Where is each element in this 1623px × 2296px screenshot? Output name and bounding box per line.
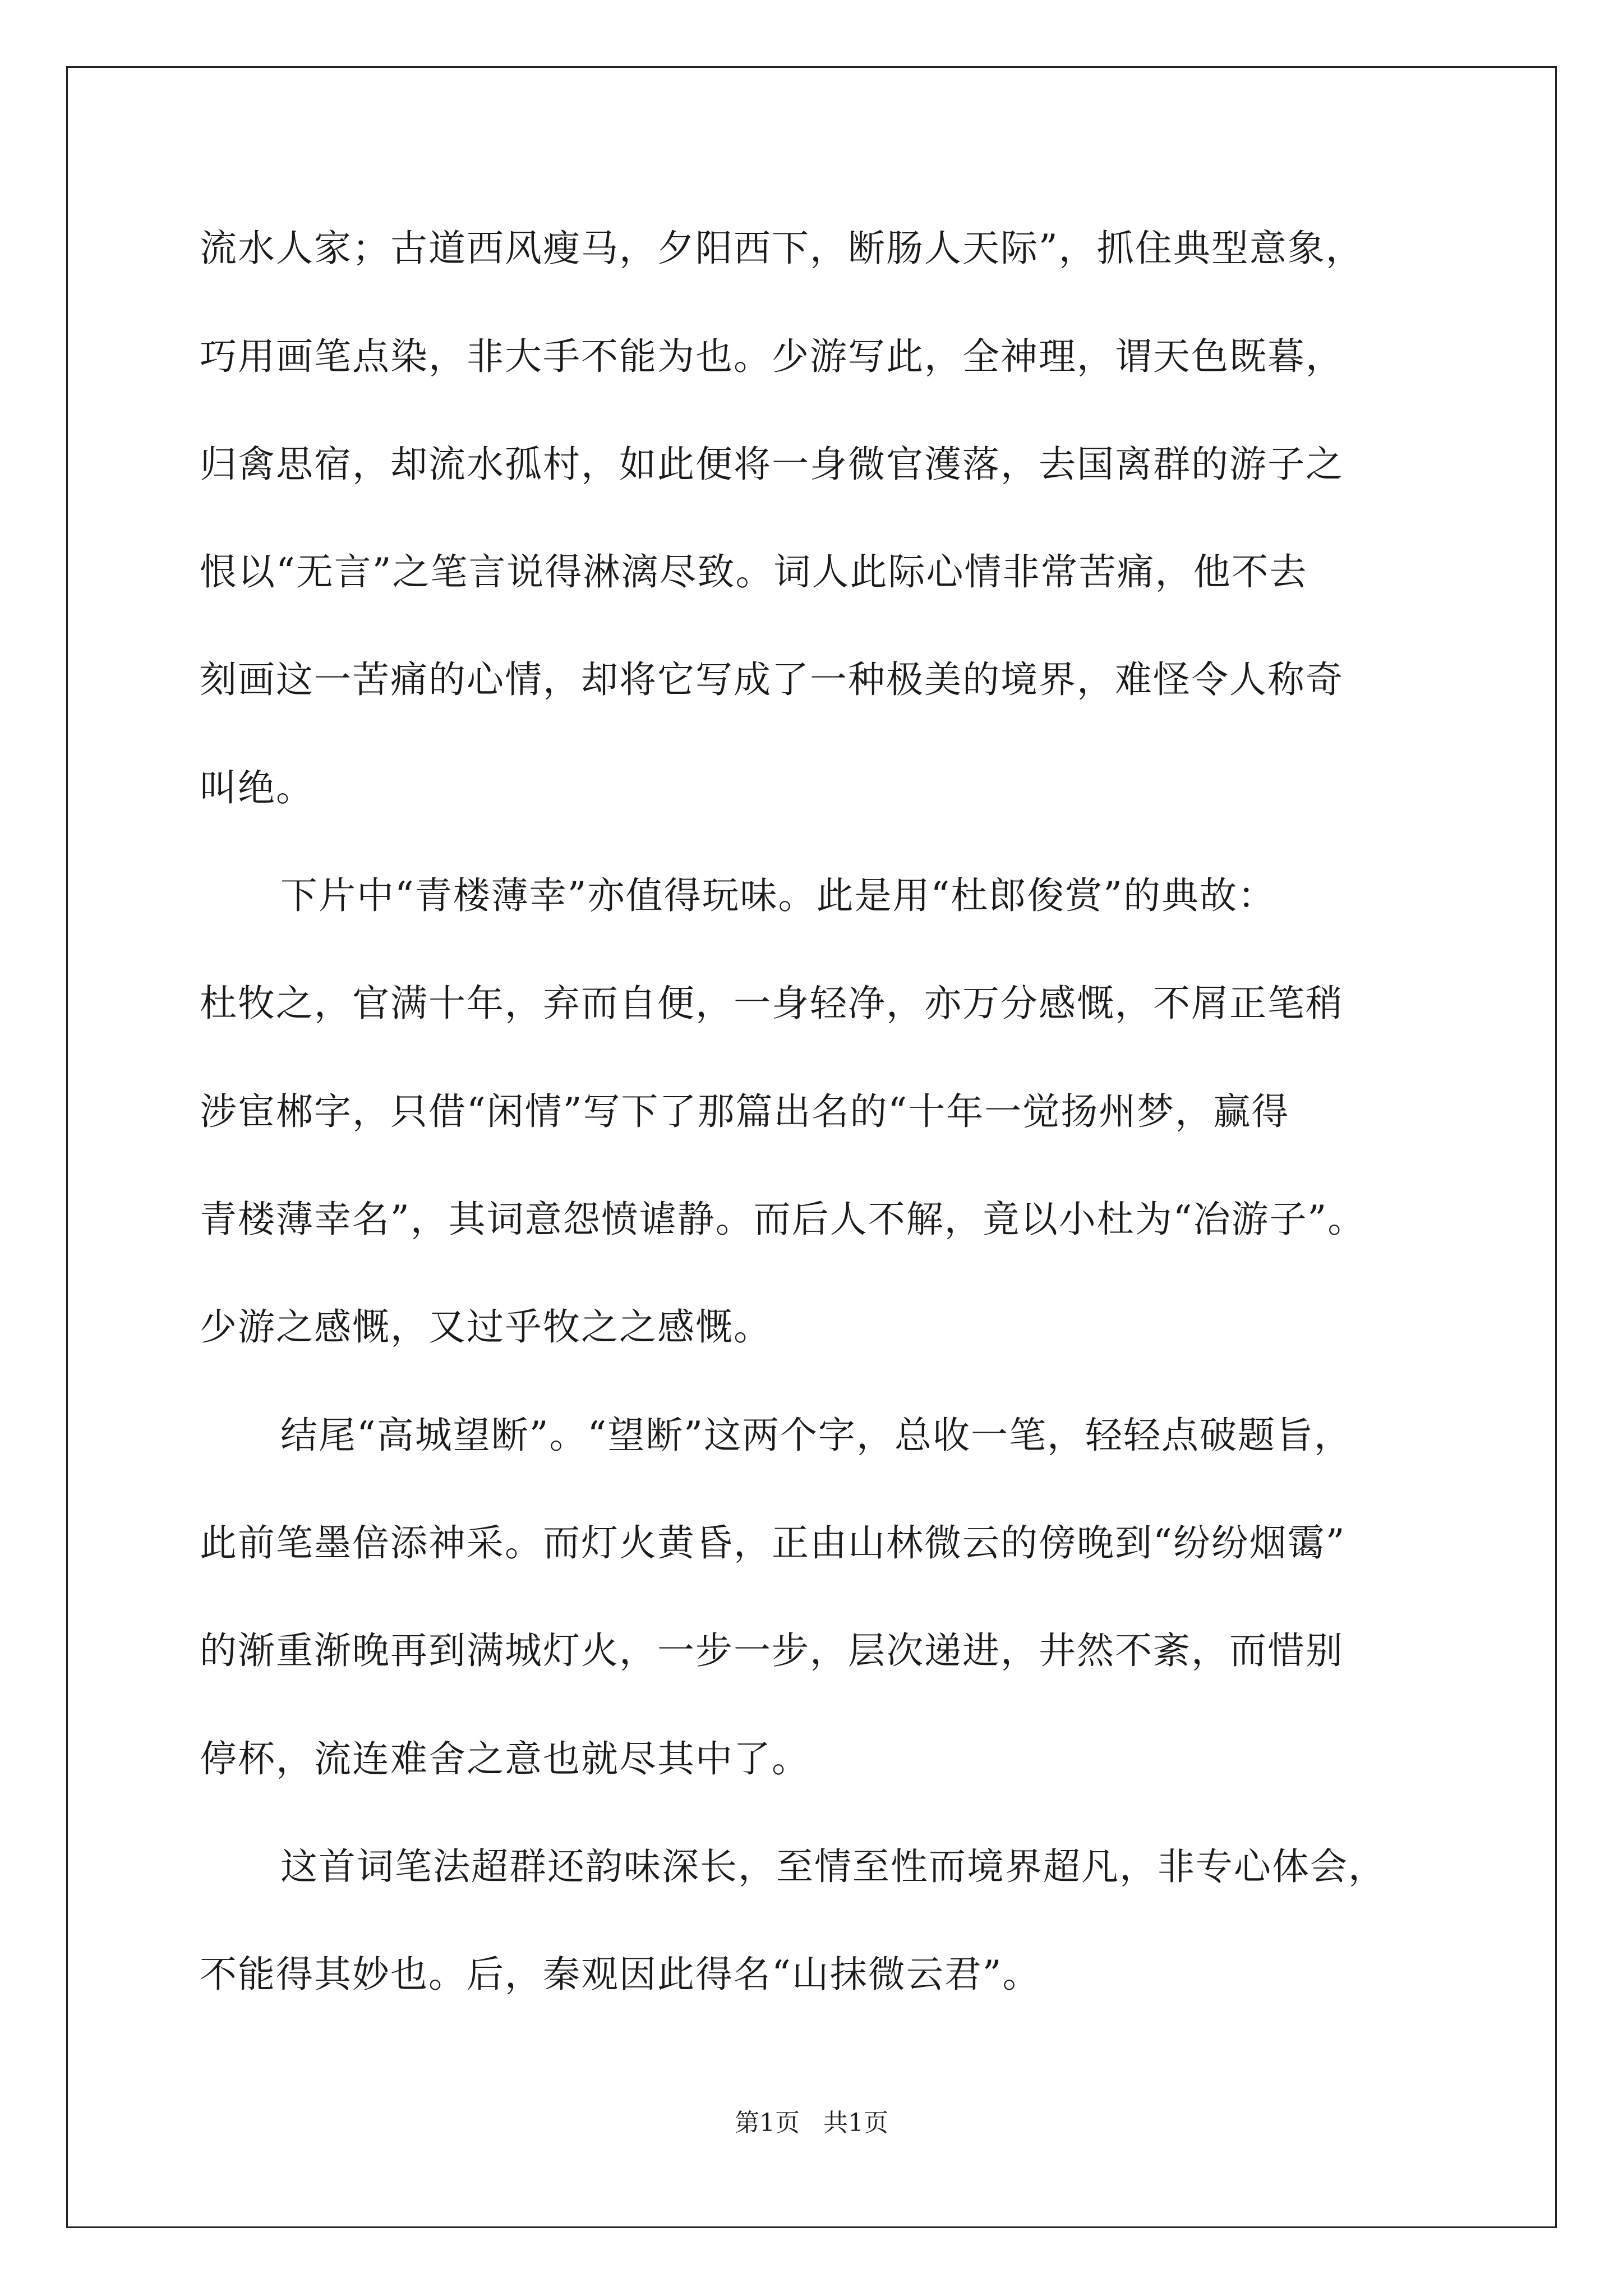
text-line: 流水人家；古道西风瘦马，夕阳西下，断肠人天际”，抓住典型意象， xyxy=(200,227,1364,270)
paragraph-start: 这首词笔法超群还韵味深长，至情至性而境界超凡，非专心体会， xyxy=(280,1845,1386,1888)
text-line: 归禽思宿，却流水孤村，如此便将一身微官濩落，去国离群的游子之 xyxy=(200,443,1344,486)
paragraph-start: 结尾“高城望断”。“望断”这两个字，总收一笔，轻轻点破题旨， xyxy=(280,1414,1352,1457)
text-line: 不能得其妙也。后，秦观因此得名“山抹微云君”。 xyxy=(200,1953,1041,1996)
text-line: 停杯，流连难舍之意也就尽其中了。 xyxy=(200,1737,810,1780)
text-line: 此前笔墨倍添神采。而灯火黄昏，正由山林微云的傍晚到“纷纷烟霭” xyxy=(200,1521,1346,1565)
text-line: 巧用画笔点染，非大手不能为也。少游写此，全神理，谓天色既暮， xyxy=(200,335,1344,378)
paragraph-start: 下片中“青楼薄幸”亦值得玩味。此是用“杜郎俊赏”的典故： xyxy=(280,874,1276,917)
text-line: 少游之感慨，又过乎牧之之感慨。 xyxy=(200,1305,772,1349)
text-line: 的渐重渐晚再到满城灯火，一步一步，层次递进，井然不紊，而惜别 xyxy=(200,1629,1344,1672)
page-border xyxy=(66,66,1557,2228)
text-line: 青楼薄幸名”，其词意怨愤谑静。而后人不解，竟以小杜为“冶游子”。 xyxy=(200,1198,1366,1241)
page-number: 第1页 共1页 xyxy=(735,2109,888,2137)
text-line: 杜牧之，官满十年，弃而自便，一身轻净，亦万分感慨，不屑正笔稍 xyxy=(200,982,1344,1025)
text-line: 刻画这一苦痛的心情，却将它写成了一种极美的境界，难怪令人称奇 xyxy=(200,658,1344,701)
text-line: 叫绝。 xyxy=(200,766,314,809)
text-line: 涉宦郴字，只借“闲情”写下了那篇出名的“十年一觉扬州梦，赢得 xyxy=(200,1090,1290,1133)
text-line: 恨以“无言”之笔言说得淋漓尽致。词人此际心情非常苦痛，他不去 xyxy=(200,550,1308,593)
